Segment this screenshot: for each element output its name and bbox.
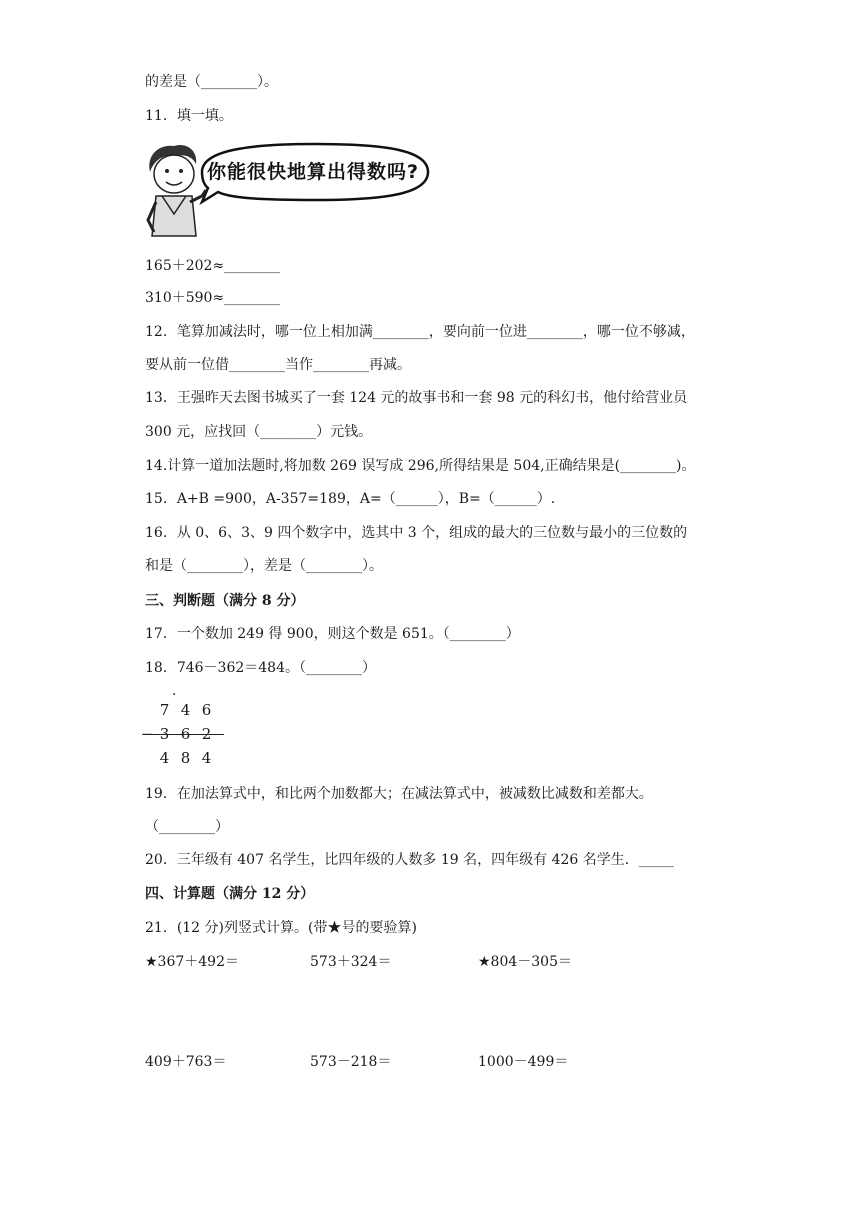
q15: 15．A+B =900，A-357=189，A=（______），B=（______）.	[145, 491, 556, 507]
q17: 17．一个数加 249 得 900，则这个数是 651。（________）	[145, 626, 520, 642]
q11-item-b: 310＋590≈________	[145, 290, 281, 306]
q16-line-1: 16．从 0、6、3、9 四个数字中，选其中 3 个，组成的最大的三位数与最小的三位数的	[145, 525, 688, 541]
boy-speech-illustration	[140, 140, 430, 242]
vcalc-row-1: 7 4 6	[159, 701, 212, 719]
boy-cartoon-icon	[140, 140, 430, 242]
calc-item: ★367＋492＝	[145, 954, 239, 970]
calc-item: 573＋324＝	[310, 954, 392, 970]
q19-line-2: （________）	[145, 819, 229, 835]
q12-line-1: 12．笔算加减法时，哪一位上相加满________，要向前一位进________，哪一位不够减，	[145, 324, 695, 340]
q13-line-1: 13．王强昨天去图书城买了一套 124 元的故事书和一套 98 元的科幻书，他付给营业员	[145, 390, 688, 406]
vcalc-rule	[144, 734, 224, 735]
q20: 20．三年级有 407 名学生，比四年级的人数多 19 名，四年级有 426 名学生．_____	[145, 852, 674, 868]
vertical-subtraction	[140, 687, 240, 770]
q19-line-1: 19．在加法算式中，和比两个加数都大；在减法算式中，被减数比减数和差都大。	[145, 786, 653, 802]
section-4-heading: 四、计算题（满分 12 分）	[145, 886, 315, 902]
q16-line-2: 和是（________），差是（________）。	[145, 558, 383, 574]
q18: 18．746－362＝484。（________）	[145, 660, 376, 676]
q10-tail: 的差是（________）。	[145, 74, 278, 90]
calc-item: ★804－305＝	[478, 954, 572, 970]
borrow-dot: ·	[172, 687, 177, 703]
section-3-heading: 三、判断题（满分 8 分）	[145, 593, 305, 609]
calc-item: 1000－499＝	[478, 1054, 569, 1070]
vcalc-row-3: 4 8 4	[159, 749, 212, 767]
q14: 14.计算一道加法题时,将加数 269 误写成 296,所得结果是 504,正确结果是(________)。	[145, 458, 696, 474]
calc-item: 573－218＝	[310, 1054, 392, 1070]
q13-line-2: 300 元，应找回（________）元钱。	[145, 424, 373, 440]
q12-line-2: 要从前一位借________当作________再减。	[145, 357, 411, 373]
q21: 21．(12 分)列竖式计算。(带★号的要验算)	[145, 920, 417, 936]
calc-item: 409＋763＝	[145, 1054, 227, 1070]
speech-bubble-text: 你能很快地算出得数吗?	[206, 161, 420, 183]
q11-heading: 11．填一填。	[145, 108, 233, 124]
vcalc-row-2: − 3 6 2	[140, 725, 212, 743]
q11-item-a: 165＋202≈________	[145, 258, 281, 274]
